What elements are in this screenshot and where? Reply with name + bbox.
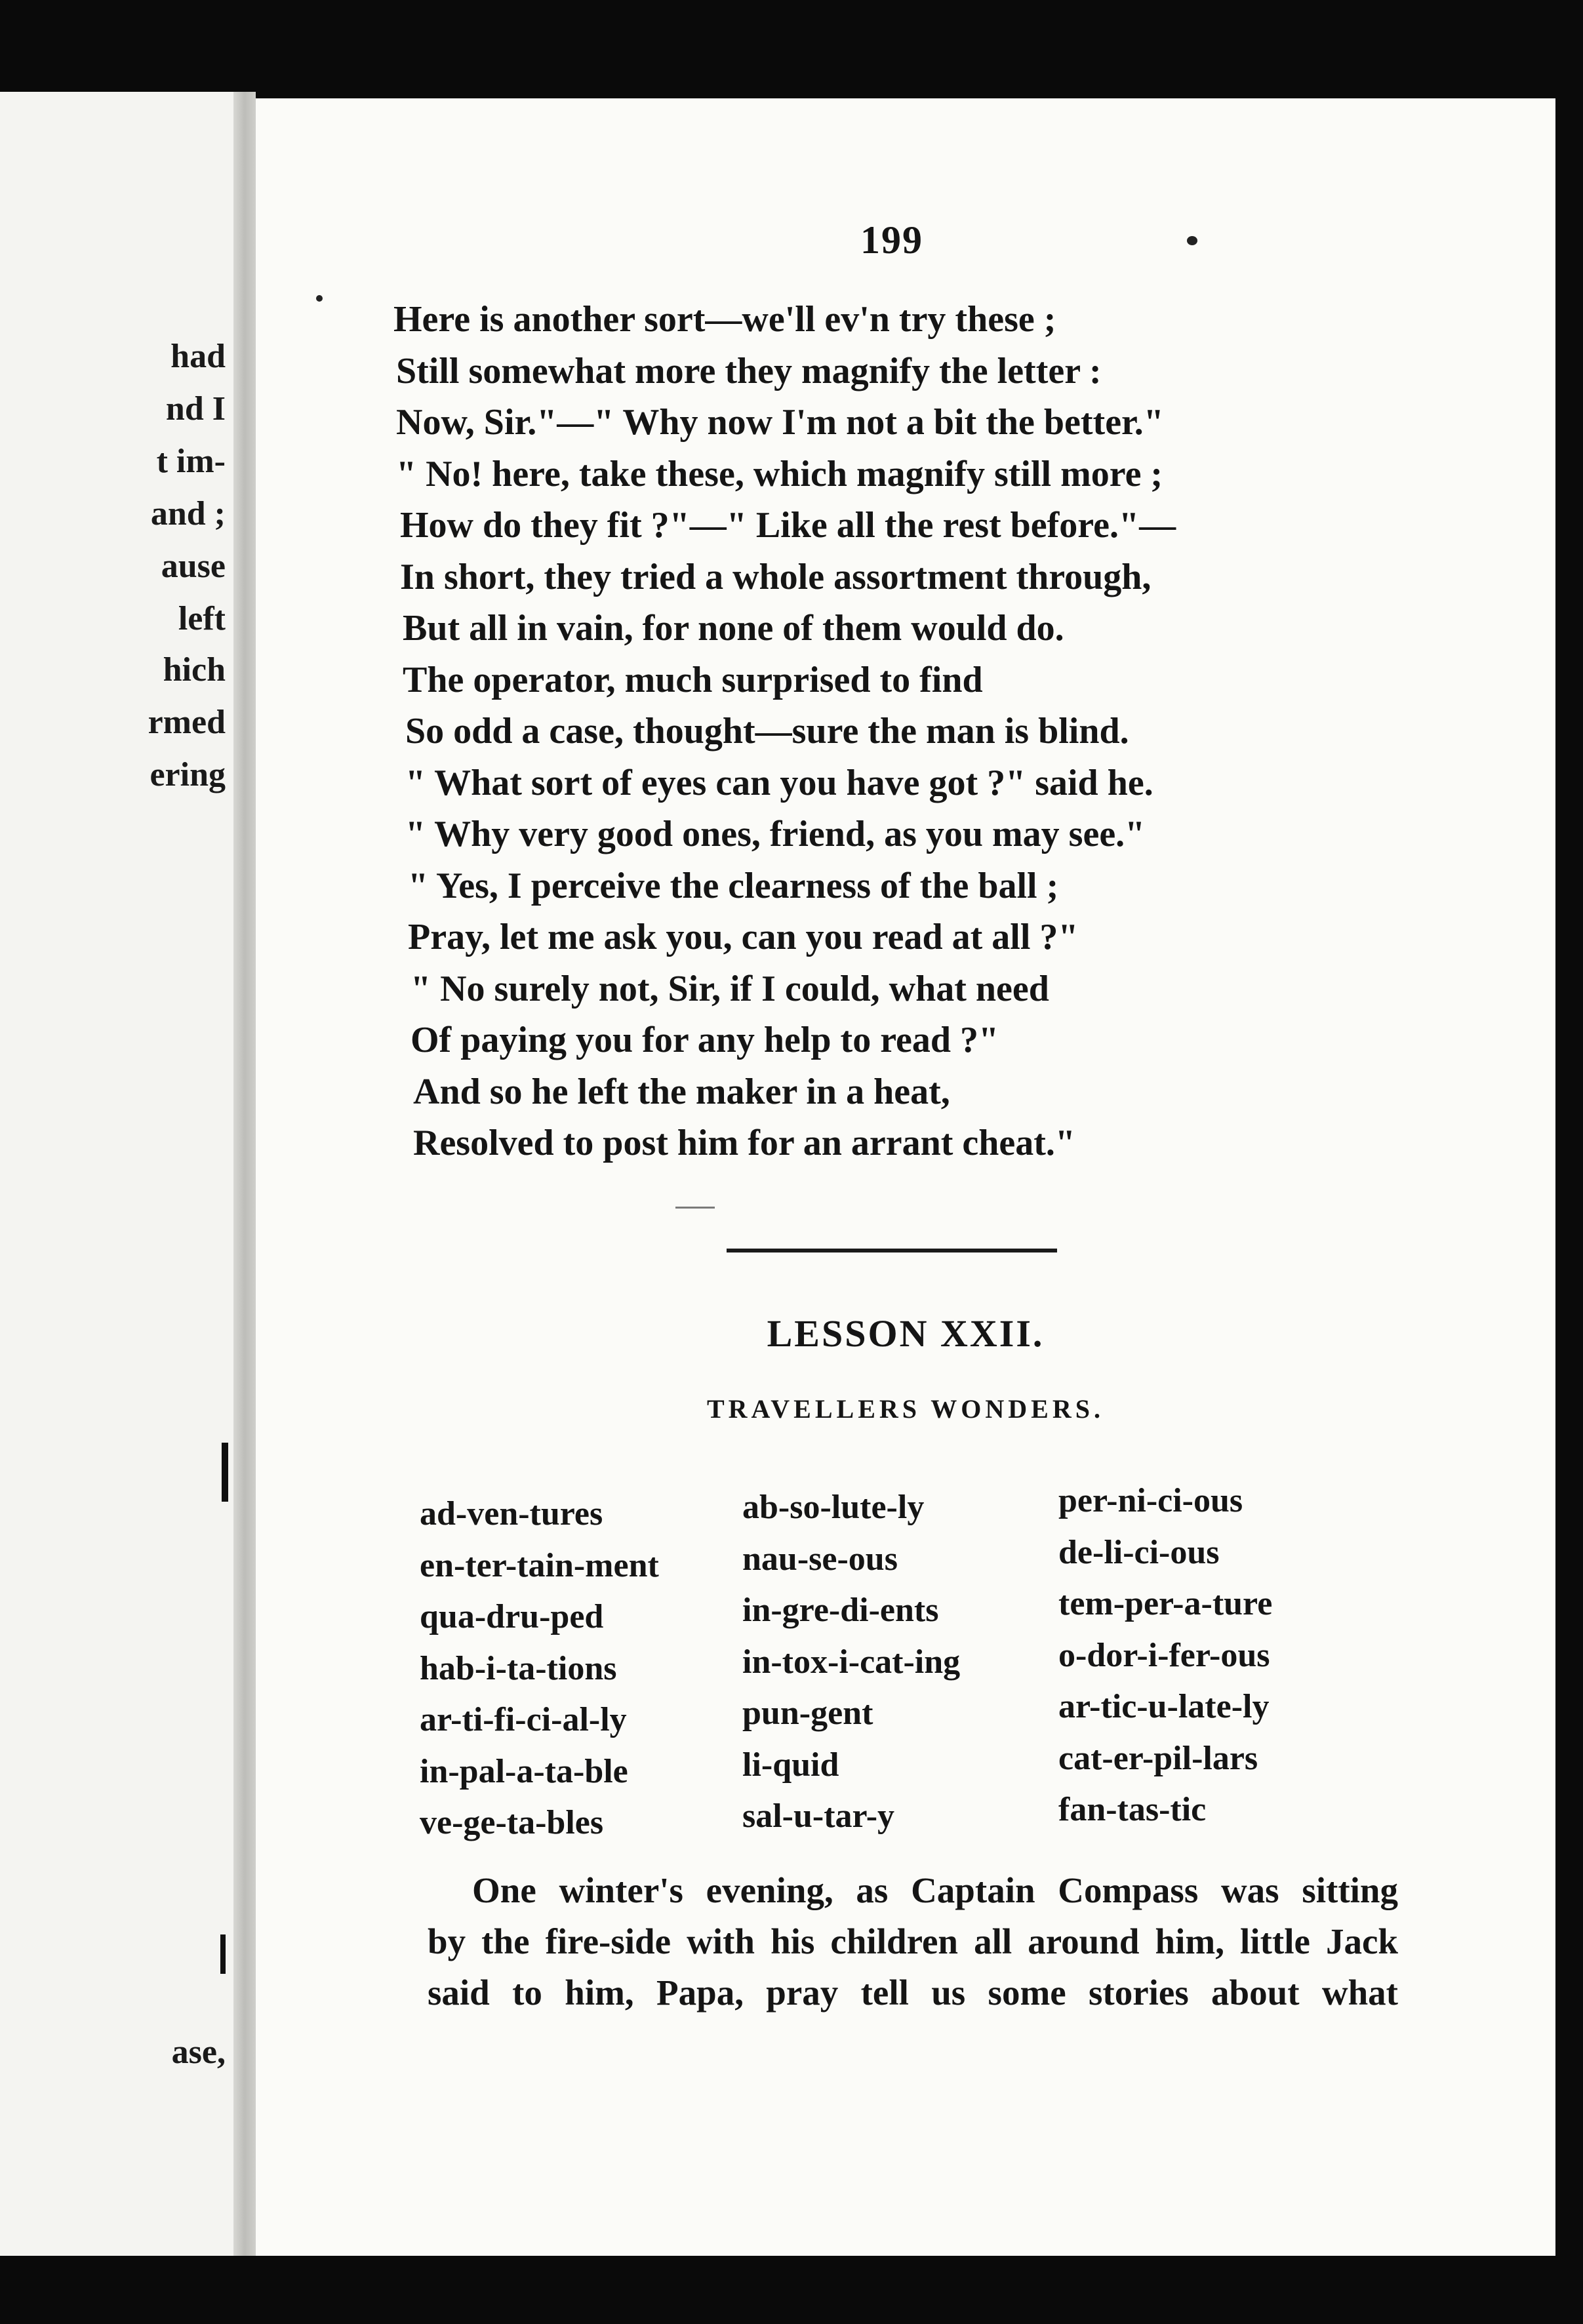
vocab-word: ar-tic-u-late-ly [1058, 1688, 1270, 1725]
book-gutter [233, 92, 256, 2256]
ink-speck [1187, 236, 1197, 245]
vocab-word: ve-ge-ta-bles [420, 1804, 604, 1841]
section-rule [727, 1249, 1057, 1252]
book-page-199 [256, 98, 1555, 2256]
ink-speck [316, 295, 323, 302]
poem-line: Here is another sort—we'll ev'n try these ; [393, 299, 1056, 340]
vocab-word: hab-i-ta-tions [420, 1649, 617, 1687]
vocab-word: in-pal-a-ta-ble [420, 1752, 628, 1790]
left-page-fragment: nd I [165, 390, 226, 428]
prose-line: One winter's evening, as Captain Compass was sitting [472, 1870, 1398, 1910]
vocab-word: cat-er-pil-lars [1058, 1739, 1258, 1777]
vocab-word: ab-so-lute-ly [742, 1489, 925, 1526]
left-page-fragment: t im- [156, 443, 226, 480]
left-page-fragment: ering [150, 756, 226, 793]
vocab-word: nau-se-ous [742, 1540, 898, 1578]
vocab-word: pun-gent [742, 1694, 873, 1732]
poem-line: " What sort of eyes can you have got ?" said he. [405, 762, 1153, 803]
vocab-column-1 [420, 1489, 659, 1849]
poem-line: Resolved to post him for an arrant cheat." [413, 1123, 1075, 1163]
vocab-word: sal-u-tar-y [742, 1797, 895, 1835]
poem-line: And so he left the maker in a heat, [413, 1071, 950, 1112]
poem-line: The operator, much surprised to find [403, 659, 983, 700]
poem-line: Now, Sir."—" Why now I'm not a bit the better." [396, 402, 1164, 443]
poem-line: Of paying you for any help to read ?" [411, 1020, 999, 1060]
ink-smudge [675, 1207, 715, 1209]
poem-line: In short, they tried a whole assortment through, [400, 556, 1152, 597]
vocab-word: li-quid [742, 1746, 839, 1784]
poem-line: " Yes, I perceive the clearness of the ball ; [408, 865, 1059, 906]
left-page-edge [0, 92, 233, 2256]
vocab-word: in-gre-di-ents [742, 1592, 939, 1629]
vocab-word: o-dor-i-fer-ous [1058, 1636, 1270, 1674]
vocab-word: tem-per-a-ture [1058, 1585, 1273, 1622]
poem-line: Pray, let me ask you, can you read at all ?" [408, 917, 1079, 957]
vocab-word: in-tox-i-cat-ing [742, 1643, 961, 1681]
gutter-mark [220, 1934, 226, 1974]
prose-line: by the fire-side with his children all around him, little Jack [428, 1921, 1398, 1961]
poem-line: But all in vain, for none of them would do. [403, 608, 1064, 649]
poem-line: " No surely not, Sir, if I could, what need [411, 968, 1049, 1009]
poem-line: So odd a case, thought—sure the man is blind. [405, 711, 1129, 751]
poem [393, 294, 1176, 1169]
lesson-title: LESSON XXII. [767, 1312, 1045, 1355]
vocab-column-2 [742, 1482, 960, 1843]
gutter-mark [222, 1443, 228, 1502]
vocab-word: ar-ti-fi-ci-al-ly [420, 1701, 627, 1738]
poem-line: How do they fit ?"—" Like all the rest before."— [400, 505, 1176, 546]
left-page-fragment: and ; [150, 495, 226, 532]
vocab-word: ad-ven-tures [420, 1495, 603, 1533]
left-page-fragment: ase, [171, 2034, 226, 2071]
poem-line: Still somewhat more they magnify the letter : [396, 350, 1102, 391]
prose-line: said to him, Papa, pray tell us some stories about what [428, 1973, 1398, 2013]
vocab-column-3 [1058, 1475, 1272, 1836]
vocab-word: qua-dru-ped [420, 1598, 604, 1635]
vocab-word: de-li-ci-ous [1058, 1533, 1220, 1571]
left-page-fragment: ause [161, 548, 226, 585]
left-page-fragment: had [170, 338, 226, 375]
lesson-subtitle: TRAVELLERS WONDERS. [706, 1394, 1104, 1424]
poem-line: " No! here, take these, which magnify still more ; [396, 453, 1163, 494]
left-page-fragment: rmed [148, 704, 226, 741]
vocab-word: per-ni-ci-ous [1058, 1482, 1243, 1519]
poem-line: " Why very good ones, friend, as you may see." [405, 814, 1146, 854]
prose-paragraph [428, 1865, 1398, 2018]
left-page-fragment: left [178, 600, 226, 637]
left-page-fragment: hich [163, 651, 226, 689]
page-number: 199 [860, 218, 923, 262]
vocab-word: en-ter-tain-ment [420, 1546, 659, 1584]
vocab-word: fan-tas-tic [1058, 1791, 1207, 1828]
